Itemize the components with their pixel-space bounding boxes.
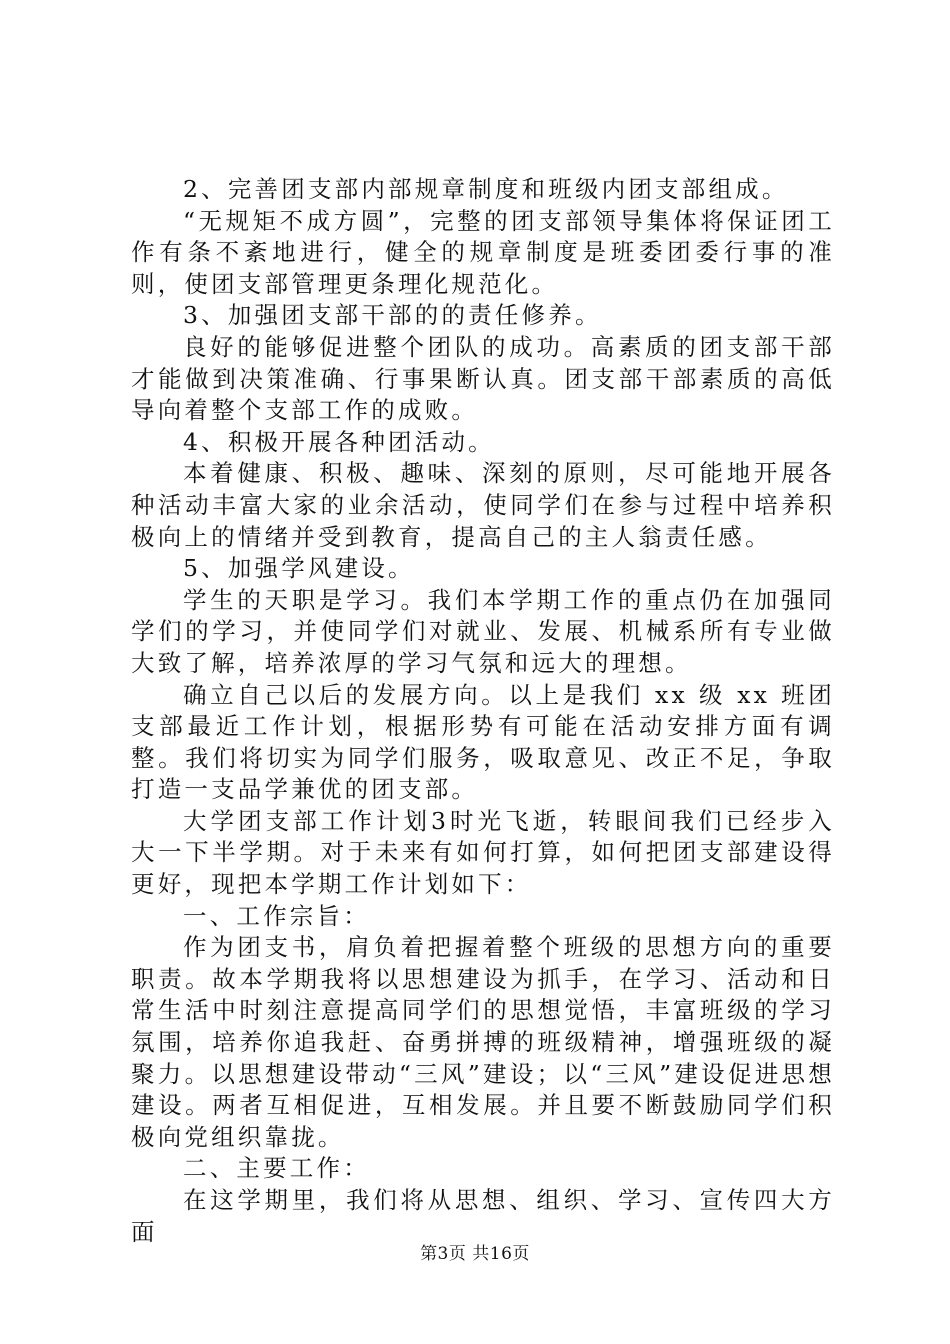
section-heading-4: 4、积极开展各种团活动。: [183, 427, 495, 456]
section-heading-2: 2、完善团支部内部规章制度和班级内团支部组成。: [183, 175, 789, 203]
section-heading-3: 3、加强团支部干部的的责任修养。: [183, 301, 602, 330]
paragraph: 大学团支部工作计划3时光飞逝，转眼间我们已经步入大一下半学期。对于未来有如何打算，如何把团支部建设得更好，现把本学期工作计划如下：: [131, 806, 835, 899]
paragraph: 学生的天职是学习。我们本学期工作的重点仍在加强同学们的学习，并使同学们对就业、发展、机械系所有专业做大致了解，培养浓厚的学习气氛和远大的理想。: [131, 585, 835, 677]
section-heading-purpose: 一、工作宗旨：: [183, 901, 370, 930]
page-number-footer: 第3页 共16页: [420, 1244, 530, 1264]
paragraph: 在这学期里，我们将从思想、组织、学习、宣传四大方面: [131, 1186, 835, 1246]
paragraph: 确立自己以后的发展方向。以上是我们 xx 级 xx 班团支部最近工作计划，根据形势有可能在活动安排方面有调整。我们将切实为同学们服务，吸取意见、改正不足，争取打造一支品学兼优的团支部。: [131, 680, 835, 804]
section-heading-main-work: 二、主要工作：: [183, 1154, 370, 1183]
paragraph: 良好的能够促进整个团队的成功。高素质的团支部干部才能做到决策准确、行事果断认真。团支部干部素质的高低导向着整个支部工作的成败。: [131, 332, 835, 425]
paragraph: 本着健康、积极、趣味、深刻的原则，尽可能地开展各种活动丰富大家的业余活动，使同学们在参与过程中培养积极向上的情绪并受到教育，提高自己的主人翁责任感。: [131, 459, 835, 551]
paragraph: “无规矩不成方圆”，完整的团支部领导集体将保证团工作有条不紊地进行，健全的规章制度是班委团委行事的准则，使团支部管理更条理化规范化。: [131, 206, 835, 298]
section-heading-5: 5、加强学风建设。: [183, 554, 415, 583]
document-body: [131, 174, 835, 1248]
paragraph: 作为团支书，肩负着把握着整个班级的思想方向的重要职责。故本学期我将以思想建设为抓手，在学习、活动和日常生活中时刻注意提高同学们的思想觉悟，丰富班级的学习氛围，培养你追我赶、奋勇拼搏的班级精神，增强班级的凝聚力。以思想建设带动“三风”建设；以“三风”建设促进思想建设。两者互相促进，互相发展。并且要不断鼓励同学们积极向党组织靠拢。: [131, 933, 835, 1151]
